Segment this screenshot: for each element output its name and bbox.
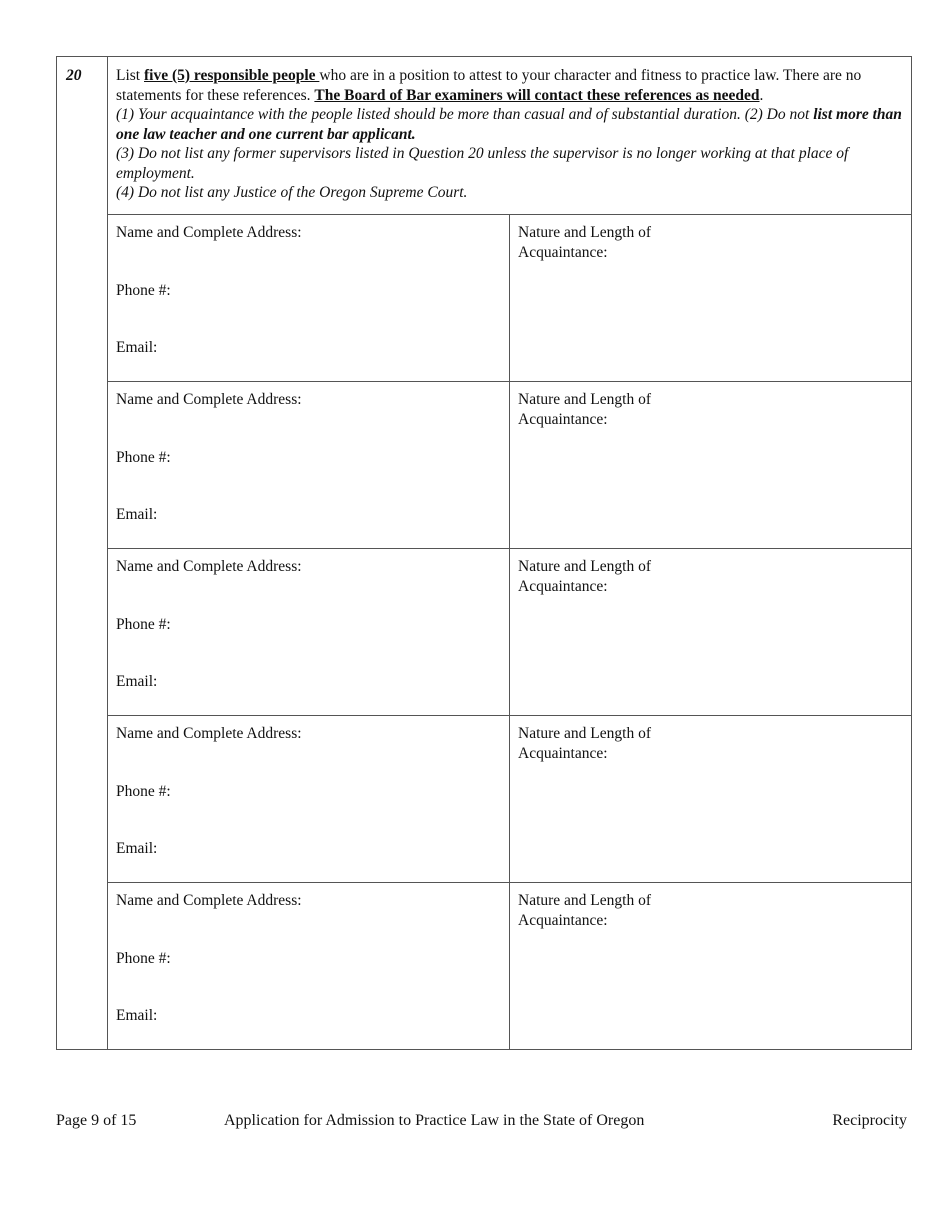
reference-contact-cell[interactable]	[108, 549, 510, 716]
reference-row-3	[57, 549, 912, 716]
question-number: 20	[66, 67, 82, 84]
references-form-table	[56, 56, 912, 1050]
footer-document-title: Application for Admission to Practice Law in the State of Oregon	[224, 1112, 645, 1129]
question-header-row	[57, 57, 912, 215]
phone-label: Phone #:	[116, 615, 171, 633]
instructions-rule-4: (4) Do not list any Justice of the Oregon Supreme Court.	[116, 184, 468, 201]
name-address-label: Name and Complete Address:	[116, 224, 302, 241]
footer-page-number: Page 9 of 15	[56, 1112, 137, 1129]
reference-row-5	[57, 883, 912, 1050]
intro-text-2: who are in a position to attest to your character and fitness to practice law. There are no statements for these references.	[116, 67, 862, 104]
acquaintance-label: Nature and Length of Acquaintance:	[518, 725, 651, 762]
reference-contact-cell[interactable]	[108, 716, 510, 883]
intro-text-1: List	[116, 67, 144, 84]
acquaintance-cell[interactable]	[510, 382, 912, 549]
acquaintance-cell[interactable]	[510, 215, 912, 382]
reference-row-4	[57, 716, 912, 883]
acquaintance-label: Nature and Length of Acquaintance:	[518, 391, 651, 428]
intro-text-3: .	[759, 86, 764, 104]
name-address-label: Name and Complete Address:	[116, 892, 302, 909]
phone-label: Phone #:	[116, 448, 171, 466]
question-instructions	[108, 57, 912, 215]
rule-2-bold-text: list more than one law teacher and one current bar applicant.	[116, 106, 902, 143]
acquaintance-cell[interactable]	[510, 883, 912, 1050]
reference-row-2	[57, 382, 912, 549]
acquaintance-cell[interactable]	[510, 716, 912, 883]
reference-contact-cell[interactable]	[108, 382, 510, 549]
acquaintance-label: Nature and Length of Acquaintance:	[518, 224, 651, 261]
phone-label: Phone #:	[116, 281, 171, 299]
intro-five-people: five (5) responsible people	[144, 67, 320, 84]
question-number-cell	[57, 57, 108, 1050]
email-label: Email:	[116, 339, 158, 356]
phone-label: Phone #:	[116, 949, 171, 967]
name-address-label: Name and Complete Address:	[116, 391, 302, 408]
instructions-rule-3: (3) Do not list any former supervisors listed in Question 20 unless the supervisor is no longer working at that place of employment.	[116, 145, 849, 182]
phone-label: Phone #:	[116, 782, 171, 800]
reference-contact-cell[interactable]	[108, 215, 510, 382]
instructions-intro	[116, 66, 903, 105]
email-label: Email:	[116, 1007, 158, 1024]
reference-row-1	[57, 215, 912, 382]
acquaintance-label: Nature and Length of Acquaintance:	[518, 558, 651, 595]
footer-application-type: Reciprocity	[832, 1112, 907, 1129]
email-label: Email:	[116, 673, 158, 690]
acquaintance-cell[interactable]	[510, 549, 912, 716]
email-label: Email:	[116, 840, 158, 857]
name-address-label: Name and Complete Address:	[116, 725, 302, 742]
email-label: Email:	[116, 506, 158, 523]
instructions-rule-1-2	[116, 105, 903, 144]
name-address-label: Name and Complete Address:	[116, 558, 302, 575]
reference-contact-cell[interactable]	[108, 883, 510, 1050]
acquaintance-label: Nature and Length of Acquaintance:	[518, 892, 651, 929]
rule-1-text: (1) Your acquaintance with the people listed should be more than casual and of substantial duration. (2) Do not	[116, 106, 814, 123]
intro-board-notice: The Board of Bar examiners will contact these references as needed	[314, 86, 760, 104]
